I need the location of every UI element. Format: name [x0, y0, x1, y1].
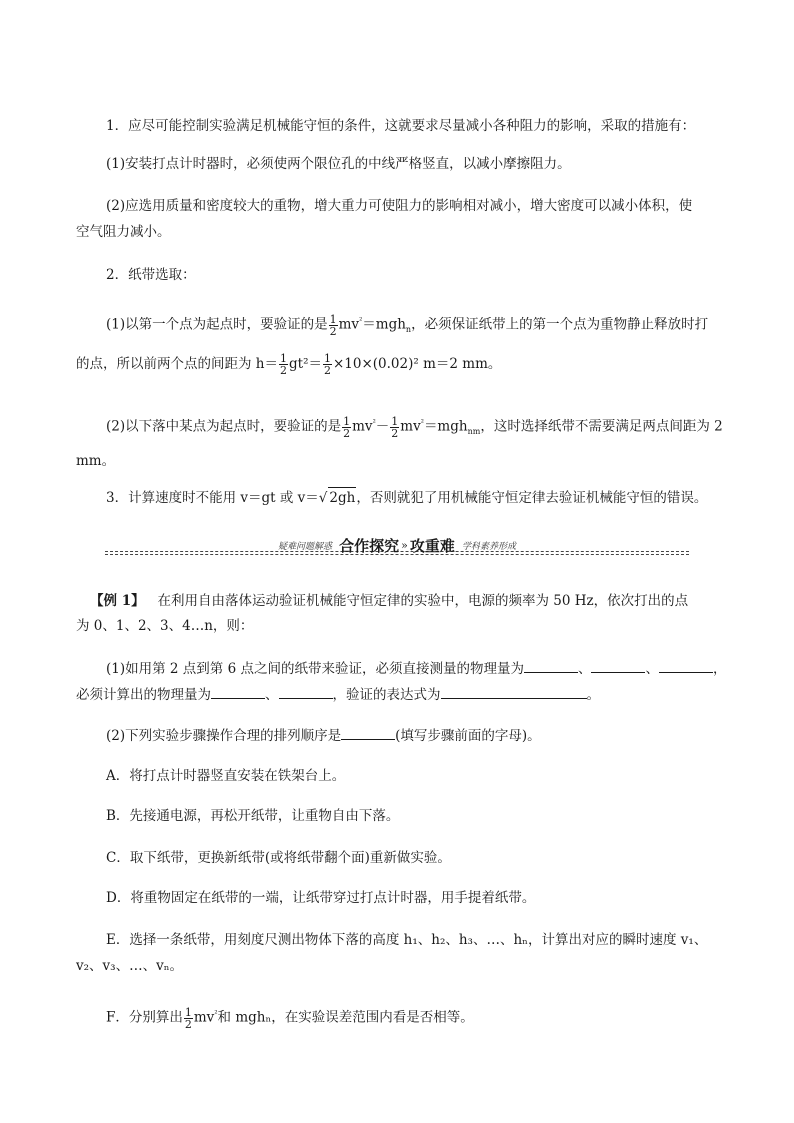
question-2: [106, 725, 541, 746]
fraction-half: $\frac{1}{2}$: [343, 414, 351, 440]
step-c: C．取下纸带，更换新纸带(或将纸带翻个面)重新做实验。: [106, 850, 451, 866]
text: 必须计算出的物理量为: [76, 687, 211, 703]
text: 的点，所以前两个点的间距为 h＝: [76, 356, 278, 372]
step-d: D．将重物固定在纸带的一端，让纸带穿过打点计时器，用手提着纸带。: [106, 890, 536, 906]
text: ，否则就犯了用机械能守恒定律去验证机械能守恒的错误。: [356, 490, 708, 506]
answer-blank[interactable]: [591, 658, 645, 673]
paragraph-5b: [76, 353, 501, 376]
paragraph-7: [106, 487, 707, 508]
fraction-half: $\frac{1}{2}$: [329, 312, 337, 338]
answer-blank[interactable]: [659, 658, 713, 673]
step-e-2: v₂、v₃、…、vₙ。: [76, 958, 184, 974]
paragraph-2: (1)安装打点计时器时，必须使两个限位孔的中线严格竖直，以减小摩擦阻力。: [106, 156, 571, 172]
divider-left: 疑难问题解惑: [278, 542, 333, 552]
paragraph-3b: 空气阻力减小。: [76, 224, 171, 240]
text: 和 mghₙ，在实验误差范围内看是否相等。: [217, 1009, 474, 1026]
step-e-1: E．选择一条纸带，用刻度尺测出物体下落的高度 h₁、h₂、h₃、…、hₙ，计算出对应的瞬时速度 v₁、: [106, 932, 708, 948]
sqrt-content: 2gh: [328, 487, 356, 508]
sqrt-sign: √: [318, 490, 328, 506]
text: (2)下列实验步骤操作合理的排列顺序是: [106, 728, 342, 744]
fraction-half: $\frac{1}{2}$: [184, 1005, 192, 1031]
paragraph-6b: mm。: [76, 453, 116, 469]
text: ，验证的表达式为: [332, 687, 441, 703]
text: 在利用自由落体运动验证机械能守恒定律的实验中，电源的频率为 50 Hz，依次打出的点: [157, 593, 689, 609]
question-1b: 必须计算出的物理量为 、 ，验证的表达式为 。: [76, 684, 600, 705]
text: 3．计算速度时不能用 v＝gt 或 v＝: [106, 490, 319, 506]
paragraph-5a: (1)以第一个点为起点时，要验证的是 $\frac{1}{2}$ $mv^{^2}=mgh_n$，必须保证纸带上的第一个点为重物静止释放时打: [106, 312, 709, 338]
text: mv: [400, 418, 421, 435]
text: (1)以第一个点为起点时，要验证的是: [106, 316, 328, 333]
section-divider: [105, 535, 689, 559]
step-b: B．先接通电源，再松开纸带，让重物自由下落。: [106, 808, 400, 824]
fraction-half: $\frac{1}{2}$: [323, 352, 331, 377]
divider-right: 学科素养形成: [461, 542, 516, 552]
answer-blank[interactable]: [279, 684, 333, 699]
answer-blank[interactable]: [441, 684, 587, 699]
example-line-1: [90, 591, 688, 611]
text: mv: [338, 316, 360, 333]
answer-blank[interactable]: [524, 658, 578, 673]
text: ×10×(0.02)² m＝2 mm。: [332, 356, 502, 372]
text: F．分别算出: [106, 1009, 183, 1026]
paragraph-4: 2．纸带选取：: [106, 267, 196, 283]
text: －: [375, 418, 390, 435]
answer-blank[interactable]: [341, 725, 395, 740]
example-label: 【例 1】: [90, 593, 145, 609]
divider-arrow-icon: »: [401, 539, 408, 552]
paragraph-1: 1．应尽可能控制实验满足机械能守恒的条件，这就要求尽量减小各种阻力的影响，采取的措施有：: [106, 118, 696, 134]
answer-blank[interactable]: [211, 684, 265, 699]
text: (1)如用第 2 点到第 6 点之间的纸带来验证，必须直接测量的物理量为: [106, 661, 524, 677]
text: ＝mgh: [423, 418, 468, 435]
example-line-2: 为 0、1、2、3、4…n，则：: [76, 618, 254, 634]
step-f: F．分别算出 $\frac{1}{2}$ $mv^{^2}$和 mghₙ，在实验误差范围内看是否相等。: [106, 1005, 474, 1031]
text: gt²＝: [289, 356, 322, 372]
text: mv: [193, 1009, 215, 1026]
paragraph-3a: (2)应选用质量和密度较大的重物，增大重力可使阻力的影响相对减小，增大密度可以减小体积，使: [106, 198, 693, 214]
fraction-half: $\frac{1}{2}$: [280, 352, 287, 377]
text: ＝mgh: [362, 316, 406, 333]
text: ，这时选择纸带不需要满足两点间距为 2: [480, 418, 723, 435]
divider-label: [105, 535, 689, 556]
text: (2)以下落中某点为起点时，要验证的是: [106, 418, 342, 435]
step-a: A．将打点计时器竖直安装在铁架台上。: [106, 768, 346, 784]
text: (填写步骤前面的字母)。: [395, 728, 541, 744]
fraction-half: $\frac{1}{2}$: [391, 414, 399, 440]
divider-title-2: 攻重难: [409, 537, 455, 555]
divider-title-1: 合作探究: [339, 537, 400, 555]
text: mv: [352, 418, 373, 435]
question-1a: (1)如用第 2 点到第 6 点之间的纸带来验证，必须直接测量的物理量为 、 、 ，: [106, 658, 726, 679]
text: ，必须保证纸带上的第一个点为重物静止释放时打: [411, 316, 709, 333]
paragraph-6a: (2)以下落中某点为起点时，要验证的是 $\frac{1}{2}$ $mv^{^2}-$ $\frac{1}{2}$ $mv^{^2}=mgh_{nm}$，这时选择纸带不需要满足两点间距为 2: [106, 414, 723, 440]
